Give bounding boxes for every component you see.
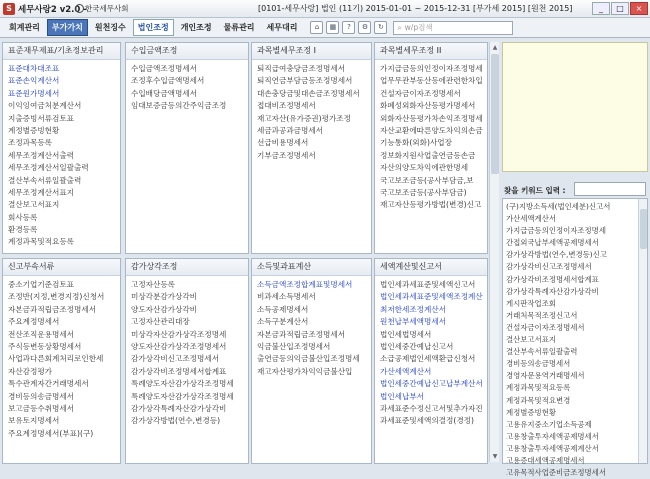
menu-panel	[251, 42, 372, 254]
menu-link[interactable]: 경비등의송금명세서	[8, 391, 75, 401]
menu-link[interactable]: 수입배당금액명세서	[131, 88, 198, 98]
menu-link[interactable]: 정보화지원사업출연금등손금	[380, 150, 476, 160]
menu-link[interactable]: 재고자산등평가방법(변경)신고	[380, 200, 482, 210]
refresh-icon[interactable]: ↻	[374, 21, 387, 34]
keyword-item[interactable]: 결산보고서표지	[506, 335, 556, 345]
panel-title: 신고부속서류	[3, 259, 120, 276]
vendor-name: 한국세무사회	[85, 4, 129, 13]
menu-link[interactable]: 법인세중간예납신고납부계산서	[380, 379, 483, 389]
menu-link[interactable]: 법인세중간예납신고서	[380, 341, 454, 351]
vendor-logo-icon	[75, 4, 84, 13]
menu-link[interactable]: 결산부속서류일괄출력	[8, 175, 82, 185]
keyword-item[interactable]: 계정과목및적요변경	[506, 395, 571, 405]
panel-title: 수입금액조정	[126, 43, 248, 60]
menu-link[interactable]: 자산교환에따른양도차익의손금	[380, 125, 483, 135]
panel-title: 감가상각조정	[126, 259, 248, 276]
menu-link[interactable]: 원천납부세액명세서	[380, 317, 447, 327]
keyword-item[interactable]: 거래처목적조정신고서	[506, 310, 578, 320]
menu-link[interactable]: 감가상각비조정명세서합계표	[131, 366, 227, 376]
panel-title: 과목별세무조정 II	[375, 43, 487, 60]
menu-link[interactable]: 기능통화(외화)사업장	[380, 138, 452, 148]
menu-link[interactable]: 자산의양도차익에관한명세	[380, 163, 469, 173]
menu-panel	[125, 258, 249, 464]
menu-link[interactable]: 법인세법명세서	[380, 329, 432, 339]
menu-link[interactable]: 대손충당금및대손금조정명세서	[257, 88, 360, 98]
keyword-item[interactable]: 건설자금이자조정명세서	[506, 322, 585, 332]
menu-link[interactable]: 선급비용명세서	[257, 138, 309, 148]
menu-link[interactable]: 특례양도자산감가상각조정명세	[131, 391, 234, 401]
menu-link[interactable]: 퇴직연금부담금등조정명세서	[257, 76, 353, 86]
menu-link[interactable]: 자산감정평가	[8, 366, 53, 376]
keyword-item[interactable]: 경비등의송금명세서	[506, 359, 571, 369]
menu-link[interactable]: 최저한세조정계산서	[380, 304, 447, 314]
menu-link[interactable]: 접대비조정명세서	[257, 101, 316, 111]
menu-link[interactable]: 재고자산(유가증권)평가조정	[257, 113, 351, 123]
keyword-item[interactable]: 간접외국납부세액공제명세서	[506, 238, 599, 248]
panel-title: 세액계산및신고서	[375, 259, 487, 276]
keyword-item[interactable]: 계정과목및적요등록	[506, 383, 571, 393]
keyword-item[interactable]: 계정별증빙현황	[506, 407, 556, 417]
menu-item[interactable]: 물류관리	[223, 23, 255, 32]
keyword-item[interactable]: 고용유지중소기업소득공제	[506, 419, 592, 429]
menu-link[interactable]: 양도자산감가상각조정명세서	[131, 341, 227, 351]
menu-link[interactable]: 보유토지명세서	[8, 416, 60, 426]
menu-link[interactable]: 감가상각특례자산감가상각비	[131, 403, 227, 413]
main-scrollbar[interactable]	[489, 42, 499, 462]
menu-link[interactable]: 보고금등수취명세서	[8, 403, 75, 413]
menu-link[interactable]: 국고보조금등(공사부담금,보	[380, 175, 474, 185]
menu-link[interactable]: 자본금과적립금조정명세서	[8, 304, 97, 314]
settings-icon[interactable]: ⚙	[358, 21, 371, 34]
menu-link[interactable]: 법인세과세표준및세액조정계산	[380, 292, 483, 302]
search-icon: ⌕	[397, 22, 402, 32]
menu-link[interactable]: 재고자산평가차익익금불산입	[257, 366, 353, 376]
vendor-label	[75, 3, 128, 14]
minimize-button[interactable]: _	[592, 2, 610, 15]
toolbar	[310, 21, 387, 34]
keyword-item[interactable]: 감가상각방법(연수,변경등)신고	[506, 250, 607, 260]
menu-link[interactable]: 고정자산등록	[131, 280, 176, 289]
menu-link[interactable]: 기부금조정명세서	[257, 150, 316, 160]
company-info: [0101-세무사랑] 법인 (11기) 2015-01-01 ~ 2015-12-31 [부가세 2015] [원천 2015]	[258, 4, 573, 13]
menu-panel	[2, 258, 121, 464]
menu-panel	[374, 258, 488, 464]
app-logo-icon: S	[3, 3, 15, 15]
menu-link[interactable]: 소득금액조정합계표및명세서	[257, 280, 353, 289]
menu-link[interactable]: 화폐성외화자산등평가명세서	[380, 101, 476, 111]
main-menu-bar	[0, 18, 650, 38]
keyword-scroll-thumb[interactable]	[640, 209, 647, 249]
menu-link[interactable]: 가지급금등의인정이자조정명세	[380, 64, 483, 73]
keyword-label: 찾을 키워드 입력 :	[504, 186, 566, 195]
calculator-icon[interactable]: ▦	[326, 21, 339, 34]
menu-link[interactable]: 익금불산입조정명세서	[257, 341, 331, 351]
app-title: 세무사랑2 v2.0 -	[18, 5, 87, 15]
menu-link[interactable]: 소득구분계산서	[257, 317, 309, 327]
help-icon[interactable]: ?	[342, 21, 355, 34]
menu-link[interactable]: 세금과공과금명세서	[257, 125, 324, 135]
menu-link[interactable]: 비과세소득명세서	[257, 292, 316, 302]
menu-link[interactable]: 이익잉여금처분계산서	[8, 101, 82, 111]
menu-item[interactable]: 회계관리	[9, 23, 40, 32]
menu-link[interactable]: 중소기업기준검토표	[8, 280, 75, 289]
menu-items	[4, 19, 304, 36]
menu-link[interactable]: 사업과다른회계처리로인한세	[8, 354, 104, 364]
keyword-item[interactable]: 감가상각특례자산감가상각비	[506, 286, 599, 296]
menu-link[interactable]: 표준대차대조표	[8, 64, 60, 73]
menu-link[interactable]: 감가상각방법(연수,변경등)	[131, 416, 221, 426]
menu-panel	[2, 42, 121, 254]
title-bar	[0, 0, 650, 18]
menu-panel	[251, 258, 372, 464]
menu-link[interactable]: 양도자산감가상각비	[131, 304, 198, 314]
menu-link[interactable]: 전산조직운용명세서	[8, 329, 75, 339]
menu-link[interactable]: 조정반(지정,변경지정)신청서	[8, 292, 105, 302]
scroll-thumb[interactable]	[491, 54, 499, 174]
menu-link[interactable]: 결산보고서표지	[8, 200, 60, 210]
menu-link[interactable]: 표준원가명세서	[8, 88, 60, 98]
menu-item[interactable]: 개인조정	[180, 23, 212, 32]
menu-link[interactable]: 법인세납부서	[380, 391, 425, 401]
menu-link[interactable]: 출연금등의익금불산입조정명세	[257, 354, 360, 364]
menu-panel	[374, 42, 488, 254]
menu-link[interactable]: 주요계정명세서(부표)(구)	[8, 428, 94, 438]
menu-link[interactable]: 미상각자산감가상각조정명세	[131, 329, 227, 339]
menu-link[interactable]: 퇴직급여충당금조정명세서	[257, 64, 346, 73]
menu-link[interactable]: 국고보조금등(공사부담금)	[380, 187, 467, 197]
keyword-item[interactable]: 감가상각비신고조정명세서	[506, 262, 592, 272]
panel-title: 표준재무제표/기초정보관리	[3, 43, 120, 60]
menu-link[interactable]: 표준손익계산서	[8, 76, 60, 86]
menu-link[interactable]: 주요계정명세서	[8, 317, 60, 327]
keyword-item[interactable]: 경영자문용역거래명세서	[506, 371, 585, 381]
menu-link[interactable]: 조정과목등록	[8, 138, 53, 148]
menu-link[interactable]: 세무조정계산서표지	[8, 187, 75, 197]
keyword-item[interactable]: 감가상각비조정명세서합계표	[506, 274, 599, 284]
search-box[interactable]	[393, 21, 513, 35]
menu-link[interactable]: 고정자산관리대장	[131, 317, 190, 327]
keyword-item[interactable]: (구)지방소득세(법인세분)신고서	[506, 202, 611, 211]
panel-title: 소득및과표계산	[252, 259, 371, 276]
menu-link[interactable]: 외화자산등평가차손익조정명세	[380, 113, 483, 123]
menu-item[interactable]: 세무대리	[266, 23, 298, 32]
menu-link[interactable]: 소급공제법인세액환급신청서	[380, 354, 476, 364]
menu-item[interactable]: 부가가치	[47, 19, 88, 36]
menu-link[interactable]: 계정별증빙현황	[8, 125, 60, 135]
keyword-item[interactable]: 가지급금등의인정이자조정명세	[506, 226, 606, 236]
keyword-item[interactable]: 고용창출투자세액공제계산서	[506, 443, 599, 453]
window-controls	[592, 2, 648, 15]
scroll-up-icon[interactable]: ▲	[492, 44, 498, 51]
menu-panel	[125, 42, 249, 254]
menu-link[interactable]: 가산세액계산서	[380, 366, 432, 376]
menu-link[interactable]: 지출증빙서류검토표	[8, 113, 75, 123]
menu-link[interactable]: 환경등록	[8, 225, 38, 235]
keyword-item[interactable]: 결산부속서류일괄출력	[506, 347, 578, 357]
menu-link[interactable]: 특례양도자산감가상각조정명세	[131, 379, 234, 389]
menu-link[interactable]: 소득공제명세서	[257, 304, 309, 314]
menu-link[interactable]: 세무조정계산서출력	[8, 150, 75, 160]
menu-item[interactable]: 원천징수	[94, 23, 126, 32]
menu-link[interactable]: 임대보증금등의간주익금조정	[131, 101, 227, 111]
keyword-item[interactable]: 고용증대세액공제명세서	[506, 455, 585, 465]
menu-link[interactable]: 주식등변동상황명세서	[8, 341, 82, 351]
close-button[interactable]: ×	[630, 2, 648, 15]
maximize-button[interactable]: □	[611, 2, 629, 15]
keyword-list	[502, 198, 648, 478]
menu-link[interactable]: 과세표준수정신고서및추가자진	[380, 403, 483, 413]
keyword-input[interactable]	[574, 182, 646, 196]
menu-link[interactable]: 법인세과세표준및세액신고서	[380, 280, 476, 289]
keyword-item[interactable]: 게시판작업조회	[506, 298, 556, 308]
menu-item[interactable]: 법인조정	[133, 19, 174, 36]
keyword-scrollbar[interactable]	[638, 199, 647, 463]
menu-link[interactable]: 건설자금이자조정명세서	[380, 88, 461, 98]
menu-link[interactable]: 계정과목및적요등록	[8, 237, 75, 247]
panel-title: 과목별세무조정 I	[252, 43, 371, 60]
menu-link[interactable]: 특수관계자간거래명세서	[8, 379, 89, 389]
home-icon[interactable]: ⌂	[310, 21, 323, 34]
memo-area[interactable]	[502, 42, 648, 172]
menu-link[interactable]: 업무무관부동산등에관련한차입	[380, 76, 483, 86]
menu-link[interactable]: 자본금과적립금조정명세서	[257, 329, 346, 339]
menu-link[interactable]: 회사등록	[8, 212, 38, 222]
menu-link[interactable]: 조정후수입금액명세서	[131, 76, 205, 86]
menu-link[interactable]: 감가상각비신고조정명세서	[131, 354, 220, 364]
menu-link[interactable]: 미상각분감가상각비	[131, 292, 198, 302]
keyword-item[interactable]: 가산세액계산서	[506, 214, 556, 224]
search-input[interactable]: w/p검색	[404, 23, 433, 32]
menu-link[interactable]: 세무조정계산서일괄출력	[8, 163, 89, 173]
keyword-item[interactable]: 고유목적사업준비금조정명세서	[506, 468, 606, 478]
menu-link[interactable]: 수입금액조정명세서	[131, 64, 198, 73]
scroll-down-icon[interactable]: ▼	[492, 453, 498, 460]
menu-link[interactable]: 과세표준및세액의결정(경정)	[380, 416, 474, 426]
keyword-item[interactable]: 고용창출투자세액공제명세서	[506, 431, 599, 441]
